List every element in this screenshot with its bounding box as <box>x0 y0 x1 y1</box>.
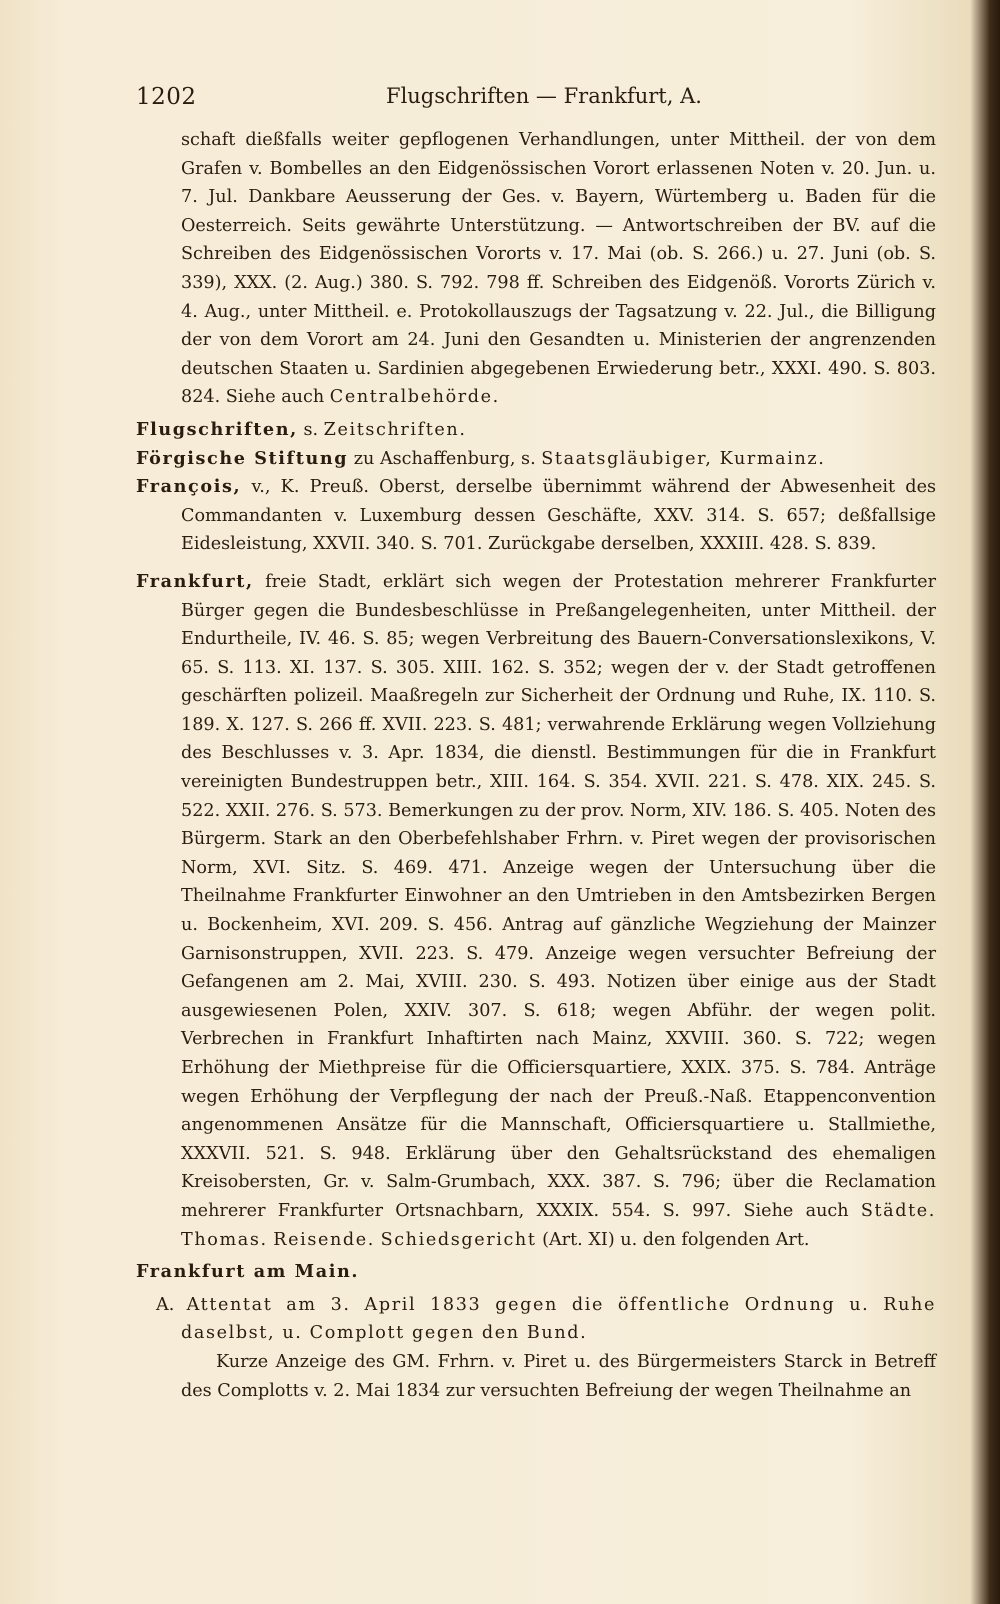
cross-reference: Städte. <box>860 1200 936 1221</box>
text-run: zu Aschaffenburg, s. <box>353 448 536 469</box>
subsection-title: Attentat am 3. April 1833 gegen die öffentliche Ordnung u. Ruhe daselbst, u. Complott gegen den Bund. <box>181 1294 936 1344</box>
page-number: 1202 <box>136 84 197 110</box>
text-run: Kurze Anzeige des GM. Frhrn. v. Piret u. des Bürgermeisters Starck in Betreff des Complotts v. 2. Mai 1834 zur versuchten Befreiung der wegen Theilnahme an <box>181 1351 936 1401</box>
entry-lemma: Frankfurt, <box>136 570 254 592</box>
index-entry-frankfurt-am-main <box>136 1258 936 1287</box>
entry-lemma: Flugschriften, <box>136 418 298 440</box>
text-run: s. <box>303 419 319 440</box>
cross-reference: Reisende. <box>273 1229 375 1250</box>
page-edge <box>986 0 1000 1604</box>
text-run: (Art. XI) u. den folgenden Art. <box>542 1229 810 1250</box>
entry-lemma: Frankfurt am Main. <box>136 1261 360 1283</box>
cross-reference: Zeitschriften. <box>323 419 467 440</box>
page-body <box>136 126 936 1405</box>
cross-reference: Staatsgläubiger, Kurmainz. <box>541 448 826 469</box>
index-entry-flugschriften <box>136 416 936 445</box>
paragraph-continuation <box>136 126 936 412</box>
text-run: schaft dießfalls weiter gepflogenen Verhandlungen, unter Mittheil. der von dem Grafen v. Bombelles an den Eidgenössischen Vorort erlassenen Noten v. 20. Jun. u. 7. Jul. Dankbare Aeusserung der Ges. v. Bayern, Würtemberg u. Baden für die Oesterreich. Seits gewährte Unterstützung. — Antwortschreiben der BV. auf die Schreiben des Eidgenössischen Vororts v. 17. Mai (ob. S. 266.) u. 27. Juni (ob. S. 339), XXX. (2. Aug.) 380. S. 792. 798 ff. Schreiben des Eidgenöß. Vororts Zürich v. 4. Aug., unter Mittheil. e. Protokollauszugs der Tagsatzung v. 22. Jul., die Billigung der von dem Vorort am 24. Juni den Gesandten u. Ministerien der angrenzenden deutschen Staaten u. Sardinien abgegebenen Erwiederung betr., XXXI. 490. S. 803. 824. Siehe auch <box>181 130 936 408</box>
subsection-heading <box>136 1291 936 1348</box>
index-entry-foergische-stiftung <box>136 445 936 474</box>
cross-reference: Schiedsgericht <box>380 1229 537 1250</box>
index-entry-frankfurt <box>136 568 936 1254</box>
running-title: Flugschriften — Frankfurt, A. <box>386 84 702 108</box>
index-entry-francois <box>136 473 936 559</box>
text-run: v., K. Preuß. Oberst, derselbe übernimmt während der Abwesenheit des Commandanten v. Luxemburg dessen Geschäfte, XXV. 314. S. 657; deßfallsige Eidesleistung, XXVII. 340. S. 701. Zurückgabe derselben, XXXIII. 428. S. 839. <box>181 477 937 555</box>
text-run: freie Stadt, erklärt sich wegen der Protestation mehrerer Frankfurter Bürger gegen die Bundesbeschlüsse in Preßangelegenheiten, unter Mittheil. der Endurtheile, IV. 46. S. 85; wegen Verbreitung des Bauern-Conversationslexikons, V. 65. S. 113. XI. 137. S. 305. XIII. 162. S. 352; wegen der v. der Stadt getroffenen geschärften polizeil. Maaßregeln zur Sicherheit der Ordnung und Ruhe, IX. 110. S. 189. X. 127. S. 266 ff. XVII. 223. S. 481; verwahrende Erklärung wegen Vollziehung des Beschlusses v. 3. Apr. 1834, die dienstl. Bestimmungen für die in Frankfurt vereinigten Bundestruppen betr., XIII. 164. S. 354. XVII. 221. S. 478. XIX. 245. S. 522. XXII. 276. S. 573. Bemerkungen zu der prov. Norm, XIV. 186. S. 405. Noten des Bürgerm. Stark an den Oberbefehlshaber Frhrn. v. Piret wegen der provisorischen Norm, XVI. Sitz. S. 469. 471. Anzeige wegen der Untersuchung über die Theilnahme Frankfurter Einwohner an den Umtrieben in den Amtsbezirken Bergen u. Bockenheim, XVI. 209. S. 456. Antrag auf gänzliche Wegziehung der Mainzer Garnisonstruppen, XVII. 223. S. 479. Anzeige wegen versuchter Befreiung der Gefangenen am 2. Mai, XVIII. 230. S. 493. Notizen über einige aus der Stadt ausgewiesenen Polen, XXIV. 307. S. 618; wegen Abführ. der wegen polit. Verbrechen in Frankfurt Inhaftirten nach Mainz, XXVIII. 360. S. 722; wegen Erhöhung der Miethpreise für die Officiersquartiere, XXIX. 375. S. 784. Anträge wegen Erhöhung der Verpflegung der nach der Preuß.-Naß. Etappenconvention angenommenen Ansätze für die Mannschaft, Officiersquartiere u. Stallmiethe, XXXVII. 521. S. 948. Erklärung über den Gehaltsrückstand des ehemaligen Kreisobersten, Gr. v. Salm-Grumbach, XXX. 387. S. 796; über die Reclamation mehrerer Frankfurter Ortsnachbarn, XXXIX. 554. S. 997. Siehe auch <box>181 571 937 1221</box>
cross-reference: Thomas. <box>181 1229 268 1250</box>
entry-lemma: Förgische Stiftung <box>136 447 349 469</box>
page-header <box>136 84 936 120</box>
cross-reference: Centralbehörde. <box>329 387 500 408</box>
subsection-label: A. <box>156 1294 175 1315</box>
paragraph <box>136 1348 936 1405</box>
entry-lemma: François, <box>136 476 242 498</box>
